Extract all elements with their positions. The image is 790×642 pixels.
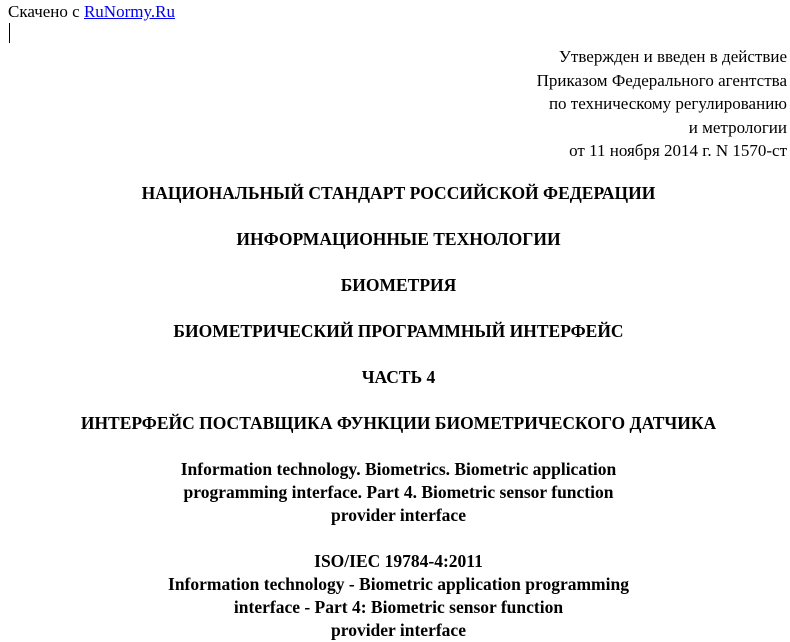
title-line: ИНТЕРФЕЙС ПОСТАВЩИКА ФУНКЦИИ БИОМЕТРИЧЕСКОГО ДАТЧИКА [80, 413, 717, 433]
iso-block [0, 550, 790, 642]
title-line: БИОМЕТРИЧЕСКИЙ ПРОГРАММНЫЙ ИНТЕРФЕЙС [173, 321, 624, 341]
national-standard-heading: НАЦИОНАЛЬНЫЙ СТАНДАРТ РОССИЙСКОЙ ФЕДЕРАЦИИ [141, 183, 656, 203]
title-line: ЧАСТЬ 4 [361, 367, 436, 387]
approval-line: Утвержден и введен в действие [558, 47, 787, 66]
iso-title-line: Information technology - Biometric application programming [168, 574, 629, 594]
approval-line: по техническому регулированию [548, 94, 787, 113]
source-prefix: Скачено с [8, 2, 84, 21]
english-title-line: Information technology. Biometrics. Biometric application [180, 459, 617, 479]
source-line [8, 2, 175, 22]
title-line: БИОМЕТРИЯ [340, 275, 457, 295]
approval-line: от 11 ноября 2014 г. N 1570-ст [569, 141, 787, 160]
english-title-line: provider interface [331, 505, 466, 525]
title-line: ИНФОРМАЦИОННЫЕ ТЕХНОЛОГИИ [236, 229, 561, 249]
iso-title-line: provider interface [331, 620, 466, 640]
approval-line: Приказом Федерального агентства [536, 70, 787, 90]
text-cursor [9, 23, 10, 43]
approval-block [537, 45, 787, 163]
english-title-block [0, 458, 790, 527]
english-title-line: programming interface. Part 4. Biometric sensor function [183, 482, 614, 502]
approval-line: и метрологии [688, 117, 787, 137]
iso-title-line: interface - Part 4: Biometric sensor function [233, 597, 564, 617]
iso-code: ISO/IEC 19784-4:2011 [314, 551, 483, 571]
source-link[interactable]: RuNormy.Ru [83, 2, 175, 21]
